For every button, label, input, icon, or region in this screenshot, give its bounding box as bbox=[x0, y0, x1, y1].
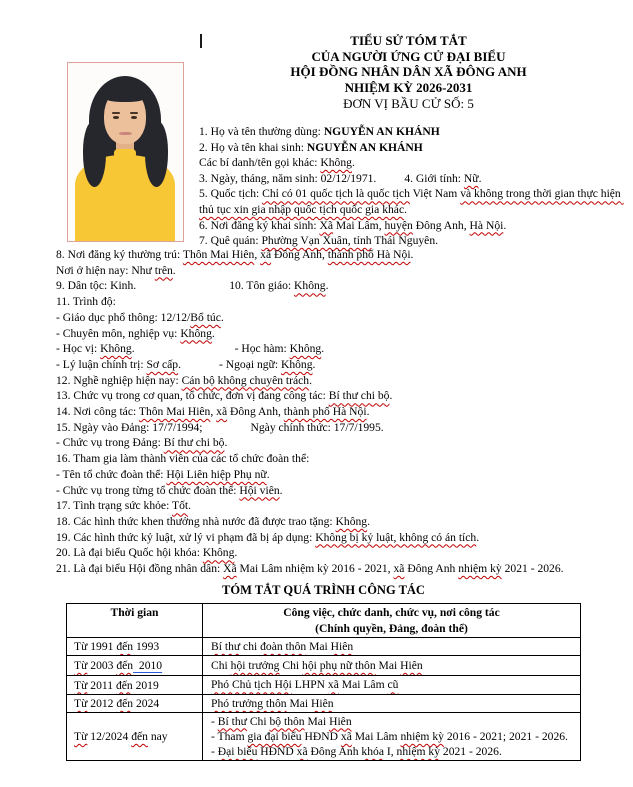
text-segment: Thái Nguyên. bbox=[371, 234, 439, 248]
text-segment: thành phố Hà Nội bbox=[327, 248, 411, 261]
bio-line bbox=[56, 294, 632, 310]
text-segment: khóa bbox=[361, 745, 384, 759]
text-segment: xã bbox=[296, 745, 308, 759]
text-segment: 2012 bbox=[87, 697, 117, 710]
text-segment: đến bbox=[116, 659, 134, 672]
text-segment: 15. Ngày vào Đảng: 17/7/1994; bbox=[56, 420, 203, 434]
bio-line bbox=[56, 545, 632, 561]
text-segment: 2003 bbox=[87, 659, 117, 672]
text-segment: I, bbox=[383, 745, 397, 759]
bio-line bbox=[56, 326, 632, 342]
text-segment: xã bbox=[393, 562, 405, 576]
text-segment: Mai bbox=[306, 639, 331, 653]
header-time-cell bbox=[67, 604, 203, 638]
bio-line bbox=[56, 483, 632, 499]
text-segment: 16. Tham gia làm thành viên của các tổ chức đoàn thể: bbox=[56, 452, 310, 466]
text-segment: HĐND bbox=[301, 729, 341, 743]
text-segment: Thôn Mai Hiên bbox=[182, 248, 255, 261]
text-segment: Đông Anh, bbox=[412, 218, 470, 232]
text-segment: . bbox=[366, 405, 370, 419]
text-segment: 18. Các hình thức khen thưởng nhà nước đã được trao tặng: bbox=[56, 514, 336, 528]
text-segment: - Chức vụ trong Đảng: bbox=[56, 436, 164, 450]
bio-section-beside-photo bbox=[199, 124, 632, 249]
time-cell bbox=[67, 713, 203, 761]
text-segment: xã bbox=[340, 729, 352, 743]
text-segment: . bbox=[172, 263, 176, 277]
bio-line bbox=[199, 171, 632, 187]
bio-line bbox=[56, 420, 632, 436]
text-segment: 14. Nơi công tác: bbox=[56, 405, 139, 419]
work-line bbox=[211, 639, 576, 654]
title-line-1: TIỂU SỬ TÓM TẮT bbox=[350, 33, 467, 48]
table-row bbox=[67, 713, 581, 761]
text-segment: Đông Anh bbox=[307, 745, 362, 759]
photo-eye-left bbox=[113, 116, 119, 119]
text-segment: Không bbox=[202, 546, 235, 560]
bio-line bbox=[56, 498, 632, 514]
table-header-row bbox=[67, 604, 581, 638]
career-summary-title: TÓM TẮT QUÁ TRÌNH CÔNG TÁC bbox=[222, 583, 425, 597]
text-segment: nhiệm kỳ bbox=[458, 562, 502, 576]
career-table bbox=[66, 603, 581, 761]
text-segment: Xã bbox=[319, 218, 333, 232]
text-segment: 10. Tôn giáo: bbox=[229, 279, 295, 293]
header-work-line-2: (Chính quyền, Đảng, đoàn thể) bbox=[315, 621, 468, 635]
bio-line bbox=[199, 186, 632, 217]
title-line-5: ĐƠN VỊ BẦU CỬ SỐ: 5 bbox=[343, 95, 474, 111]
bio-line bbox=[199, 124, 632, 140]
work-cell bbox=[203, 695, 581, 713]
text-segment: Chi bbox=[211, 658, 231, 672]
text-segment: Ngày chính thức: 17/7/1995. bbox=[250, 420, 384, 434]
text-segment: Bí thư chi bộ bbox=[328, 389, 390, 403]
time-cell bbox=[67, 695, 203, 713]
text-segment: Hội viên bbox=[239, 483, 280, 497]
bio-line bbox=[56, 467, 632, 483]
text-segment: đến bbox=[131, 730, 148, 743]
text-segment: Hiên bbox=[311, 696, 334, 710]
text-segment: Từ 1991 bbox=[74, 640, 117, 653]
text-segment: 11. Trình độ: bbox=[56, 295, 116, 309]
title-line-3: HỘI ĐỒNG NHÂN DÂN XÃ ĐÔNG ANH bbox=[290, 64, 527, 80]
photo-mouth bbox=[119, 132, 132, 135]
text-segment: NGUYỄN AN KHÁNH bbox=[306, 140, 423, 154]
text-segment: Mai bbox=[375, 658, 401, 672]
text-segment: 2021 - 2026. bbox=[501, 562, 564, 576]
text-segment: - Chuyên môn, nghiệp vụ: bbox=[56, 326, 181, 340]
bio-line bbox=[56, 561, 632, 577]
bio-line bbox=[199, 218, 632, 234]
bio-line bbox=[56, 530, 632, 546]
text-segment: . bbox=[503, 218, 507, 232]
text-segment: Nơi ở hiện nay: Như bbox=[56, 263, 155, 277]
text-segment: LHPN bbox=[291, 678, 328, 692]
text-segment: Từ bbox=[74, 659, 88, 672]
text-segment: 19. Các hình thức kỷ luật, xử lý vi phạm đã bị áp dụng: bbox=[56, 530, 316, 544]
title-line-2: CỦA NGƯỜI ỨNG CỬ ĐẠI BIỂU bbox=[311, 48, 506, 64]
text-segment: Từ bbox=[74, 678, 88, 692]
text-segment: Hội Liên hiệp Phụ nữ bbox=[166, 467, 267, 481]
table-row bbox=[67, 638, 581, 656]
text-segment: đến bbox=[116, 640, 134, 653]
header-time-label: Thời gian bbox=[110, 606, 159, 619]
text-segment: - Tham bbox=[211, 729, 248, 743]
text-segment: Các bí danh/tên gọi khác: bbox=[199, 156, 321, 170]
text-segment: 2016 - 2021; 2021 - 2026. bbox=[443, 729, 568, 743]
text-segment: cũ bbox=[387, 678, 399, 692]
text-segment: 17. Tình trạng sức khỏe: bbox=[56, 499, 172, 513]
text-segment: 4. Giới tính: bbox=[404, 171, 464, 185]
header-work-cell bbox=[203, 604, 581, 638]
time-cell bbox=[67, 638, 203, 656]
text-segment: Phó trưởng thôn bbox=[211, 696, 287, 710]
text-segment: - Giáo dục phổ thông: 12/12/ bbox=[56, 310, 191, 324]
text-segment: - Ngoại ngữ: bbox=[218, 357, 281, 371]
text-segment: bộ thôn bbox=[269, 714, 305, 728]
text-segment: Hiên bbox=[329, 714, 352, 728]
text-segment: Từ bbox=[74, 730, 88, 743]
text-segment: Không bbox=[294, 279, 326, 293]
text-segment: Không bbox=[335, 514, 368, 528]
photo-brow-right bbox=[130, 112, 138, 114]
text-segment: Hiên bbox=[400, 658, 423, 672]
text-segment: . bbox=[178, 357, 181, 371]
text-segment: . bbox=[266, 467, 270, 481]
table-row bbox=[67, 695, 581, 713]
text-segment: . bbox=[309, 373, 312, 387]
photo-hair-left bbox=[83, 121, 106, 187]
text-segment: huyện bbox=[384, 218, 413, 232]
text-segment: - Lý luận chính trị: bbox=[56, 357, 147, 371]
text-segment: - Chức vụ trong từng tổ chức đoàn thể: bbox=[56, 483, 240, 497]
text-segment: . bbox=[220, 310, 224, 324]
text-segment: 13. Chức vụ trong cơ quan, tổ chức, đơn vị đang công tác: bbox=[56, 389, 329, 403]
text-segment: Mai Lâm, bbox=[332, 218, 385, 232]
text-segment: Bí thư bbox=[217, 714, 247, 728]
text-segment: 1. Họ và tên thường dùng: bbox=[199, 125, 324, 138]
work-line bbox=[211, 677, 576, 692]
bio-line bbox=[56, 357, 632, 373]
table-row bbox=[67, 676, 581, 695]
text-segment: 2019 bbox=[132, 678, 159, 692]
text-segment: Nữ bbox=[463, 171, 479, 185]
text-segment: Mai Lâm bbox=[338, 678, 388, 692]
bio-line bbox=[56, 373, 632, 389]
tab-gap bbox=[376, 181, 404, 182]
text-segment: - Học vị: bbox=[56, 342, 101, 356]
tab-gap bbox=[135, 351, 235, 352]
text-segment: Đông Anh, bbox=[271, 248, 328, 261]
text-segment: hội phụ nữ thôn bbox=[302, 658, 376, 672]
text-segment: Mai bbox=[304, 714, 330, 728]
text-segment: Xã bbox=[223, 562, 237, 576]
text-segment: Cán bộ không chuyên trách bbox=[181, 373, 310, 387]
text-segment: Mai bbox=[286, 696, 312, 710]
text-segment: . bbox=[321, 342, 325, 356]
text-segment: nhiệm kỳ bbox=[400, 729, 444, 743]
text-segment: , bbox=[210, 405, 217, 419]
text-segment: chi bbox=[240, 639, 261, 653]
text-segment: 6. Nơi đăng ký khai sinh: bbox=[199, 218, 320, 232]
work-cell bbox=[203, 713, 581, 761]
text-segment: Từ bbox=[74, 697, 88, 710]
bio-line bbox=[199, 155, 632, 171]
text-segment: - bbox=[211, 745, 218, 759]
work-cell bbox=[203, 676, 581, 695]
text-segment: NGUYỄN AN KHÁNH bbox=[323, 125, 440, 138]
text-segment: Mai Lâm bbox=[351, 729, 401, 743]
text-segment: Hiên bbox=[330, 639, 354, 653]
title-line-4: NHIỆM KỲ 2026-2031 bbox=[344, 80, 473, 96]
text-segment: gia đại biểu bbox=[247, 729, 302, 743]
text-segment: và không trong thời gian thực hiện thủ tục xin gia nhập quốc tịch quốc gia khác bbox=[199, 187, 624, 216]
text-segment: Phó Chủ tịch Hội bbox=[211, 678, 292, 692]
bio-line bbox=[56, 310, 632, 326]
text-segment: 20. Là đại biểu Quốc hội khóa: bbox=[56, 546, 203, 560]
text-segment: . bbox=[389, 389, 393, 403]
text-segment: - bbox=[211, 714, 218, 728]
text-segment: Đại biểu bbox=[217, 745, 258, 759]
text-segment: đến bbox=[116, 697, 134, 710]
text-segment: 1993 bbox=[133, 640, 160, 653]
text-segment: Không bbox=[180, 326, 212, 340]
bio-line bbox=[56, 341, 632, 357]
text-segment: . bbox=[404, 202, 407, 216]
text-segment: 5. Quốc tịch: bbox=[199, 187, 263, 201]
header-work-line-1: Công việc, chức danh, chức vụ, nơi công tác bbox=[283, 606, 500, 619]
text-segment: . bbox=[478, 171, 482, 185]
bio-line bbox=[56, 263, 632, 279]
text-segment: 2. Họ và tên khai sinh: bbox=[199, 140, 307, 154]
text-segment: Không bbox=[320, 156, 352, 170]
tab-gap bbox=[203, 430, 251, 431]
text-segment: Phường Vạn Xuân, tỉnh bbox=[261, 234, 372, 248]
text-segment: xã bbox=[216, 405, 228, 419]
bio-line bbox=[199, 140, 632, 156]
text-segment: 9. Dân tộc: Kinh. bbox=[56, 279, 137, 293]
text-segment: . bbox=[367, 514, 370, 528]
text-segment: , bbox=[254, 248, 261, 261]
text-segment: . bbox=[325, 279, 329, 293]
text-segment: Không bbox=[100, 342, 132, 356]
bio-section-full-width bbox=[56, 247, 632, 577]
text-segment: . bbox=[234, 546, 238, 560]
text-segment: . bbox=[188, 499, 191, 513]
text-segment: - Tên tổ chức đoàn thể: bbox=[56, 467, 167, 481]
text-segment: . bbox=[476, 530, 480, 544]
text-segment: 2024 bbox=[133, 697, 160, 710]
bio-line bbox=[56, 388, 632, 404]
text-segment: đến bbox=[115, 678, 133, 692]
text-segment: . bbox=[410, 248, 414, 261]
work-cell bbox=[203, 656, 581, 676]
work-cell bbox=[203, 638, 581, 656]
work-line bbox=[211, 744, 576, 759]
bio-line bbox=[56, 247, 632, 263]
text-segment: 2010 bbox=[133, 659, 163, 672]
bio-line bbox=[56, 451, 632, 467]
table-row bbox=[67, 656, 581, 676]
text-segment: thành phố Hà Nội bbox=[283, 405, 367, 419]
time-cell bbox=[67, 656, 203, 676]
photo-brow-left bbox=[112, 112, 120, 114]
text-segment: Mai Lâm nhiệm kỳ 2016 - 2021, bbox=[236, 562, 394, 576]
text-segment: Sơ cấp bbox=[146, 357, 179, 371]
text-segment: 21. Là đại biểu Hội đồng nhân dân: bbox=[56, 562, 224, 576]
text-segment: 8. Nơi đăng ký thường trú: bbox=[56, 248, 183, 261]
text-segment: Không bbox=[289, 342, 322, 356]
text-segment: . bbox=[279, 483, 283, 497]
work-line bbox=[211, 729, 576, 744]
text-segment: hội trưởng bbox=[230, 658, 280, 672]
document-title-block bbox=[184, 33, 633, 112]
text-segment: 7. Quê quán: bbox=[199, 234, 262, 248]
photo-eye-right bbox=[131, 116, 137, 119]
work-line bbox=[211, 696, 576, 711]
work-line bbox=[211, 714, 576, 729]
bio-line bbox=[56, 278, 632, 294]
candidate-photo bbox=[67, 62, 184, 242]
photo-hair-right bbox=[145, 121, 168, 187]
text-segment: 2011 bbox=[87, 678, 116, 692]
text-segment: Chi bbox=[246, 714, 270, 728]
text-segment: Việt Nam bbox=[409, 187, 461, 201]
text-segment: . bbox=[211, 326, 215, 340]
text-segment: xã bbox=[260, 248, 272, 261]
text-segment: Chỉ có 01 quốc tịch là quốc tịch bbox=[262, 187, 410, 201]
time-cell bbox=[67, 676, 203, 695]
text-segment: Đông Anh, bbox=[227, 405, 284, 419]
text-segment: 12. Nghề nghiệp hiện nay: bbox=[56, 373, 182, 387]
tab-gap bbox=[181, 367, 219, 368]
text-segment: - Học hàm: bbox=[234, 342, 290, 356]
photo-collar bbox=[114, 149, 136, 159]
bio-line bbox=[56, 435, 632, 451]
text-segment: Hà Nội bbox=[469, 218, 504, 232]
bio-line bbox=[56, 404, 632, 420]
text-segment: 3. Ngày, tháng, năm sinh: 02/12/1971. bbox=[199, 171, 377, 185]
text-segment: Thôn Mai Hiên bbox=[138, 405, 211, 419]
text-segment: 12/2024 bbox=[87, 730, 132, 743]
text-segment: . bbox=[224, 436, 228, 450]
text-segment: Bí thư chi bộ bbox=[163, 436, 225, 450]
text-segment: trên bbox=[154, 263, 173, 277]
text-segment: . bbox=[312, 357, 316, 371]
text-segment: . bbox=[351, 156, 355, 170]
text-segment: Đông Anh bbox=[404, 562, 459, 576]
text-segment: nay bbox=[147, 730, 168, 743]
tab-gap bbox=[136, 288, 229, 289]
bio-line bbox=[56, 514, 632, 530]
photo-fringe bbox=[101, 83, 149, 102]
text-segment: đoàn thôn bbox=[260, 639, 307, 653]
text-segment: Tốt bbox=[171, 499, 189, 513]
text-segment: Không bị kỷ luật, không có án tích bbox=[315, 530, 477, 544]
text-segment: Không bbox=[280, 357, 313, 371]
text-segment: xã bbox=[327, 678, 339, 692]
text-segment: 2021 - 2026. bbox=[440, 745, 502, 759]
text-segment: HĐND bbox=[257, 745, 297, 759]
text-segment: . bbox=[131, 342, 135, 356]
text-segment: nhiệm kỳ bbox=[396, 745, 441, 759]
work-line bbox=[211, 658, 576, 673]
text-segment: Bổ túc bbox=[190, 310, 221, 324]
text-segment: Bí thư bbox=[211, 639, 241, 653]
text-segment: Chi bbox=[279, 658, 303, 672]
